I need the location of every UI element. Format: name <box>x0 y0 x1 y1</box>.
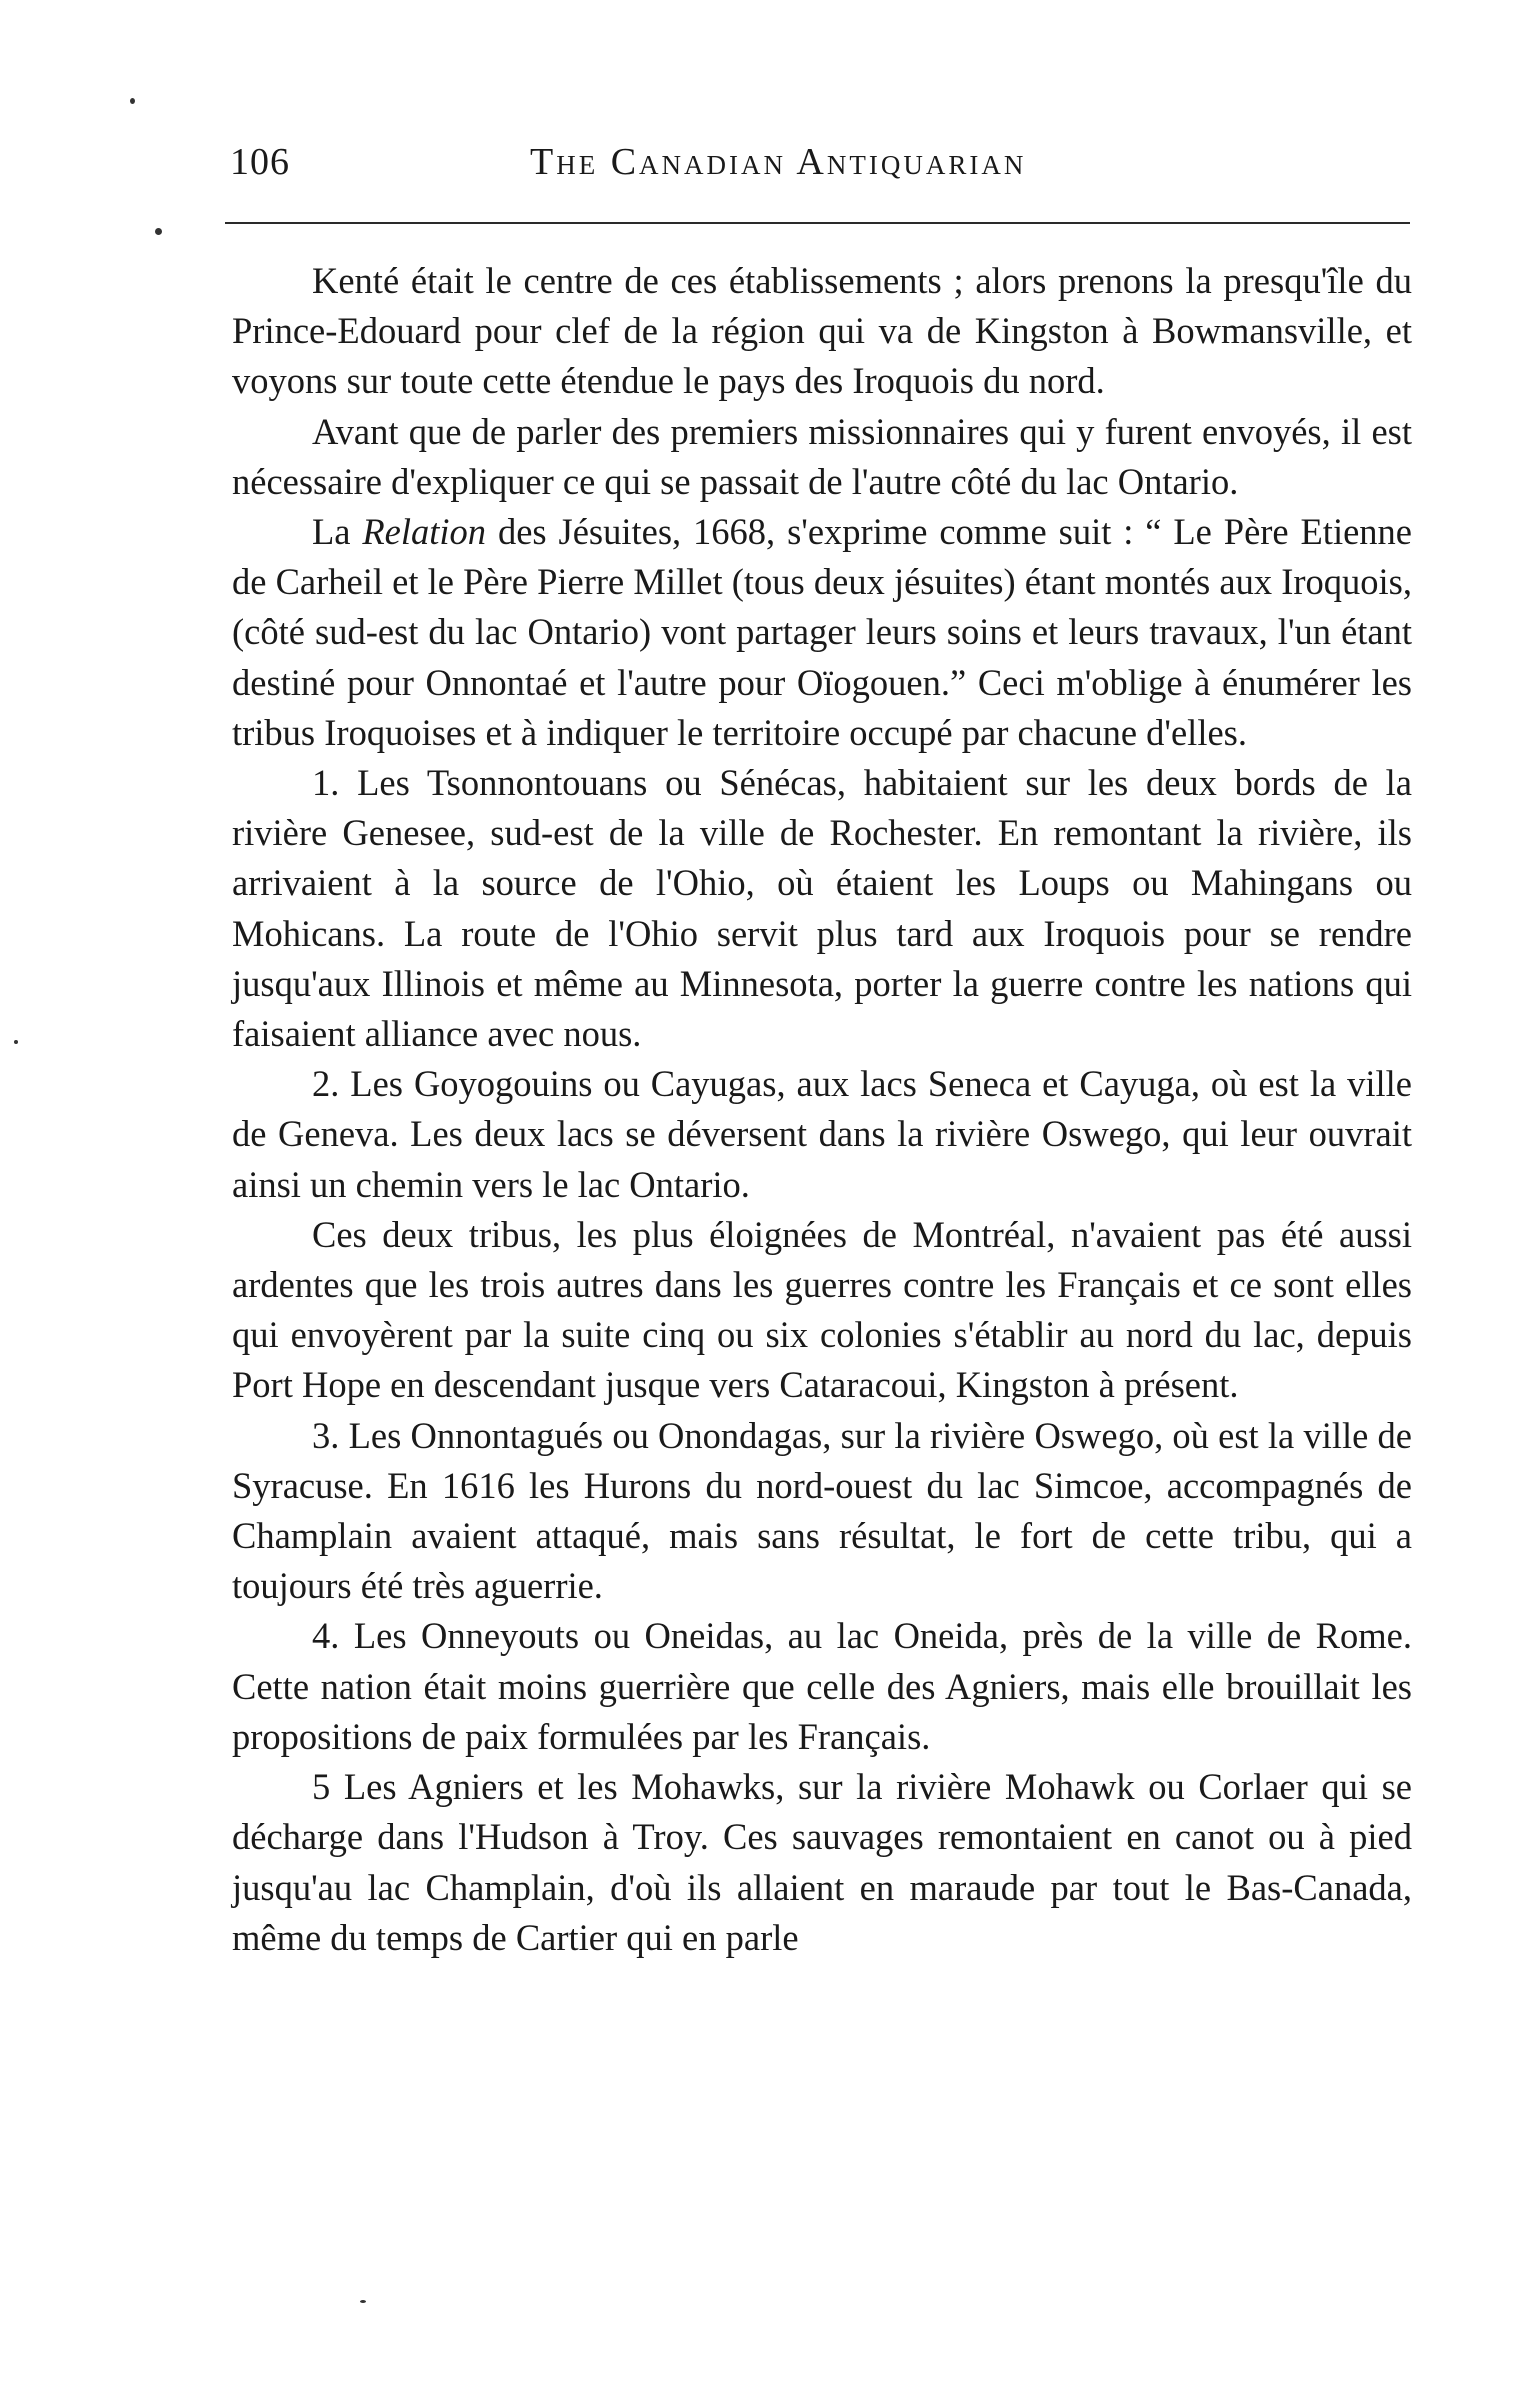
paragraph: 3. Les Onnontagués ou Onondagas, sur la rivière Oswego, où est la ville de Syracuse. En 1616 les Hurons du nord-ouest du lac Simcoe, accompagnés de Champlain avaient attaqué, mais sans résultat, le fort de cette tribu, qui a toujours été très aguerrie. <box>232 1414 1412 1607</box>
running-title: The Canadian Antiquarian <box>530 141 1027 183</box>
page-number: 106 <box>230 141 290 183</box>
paragraph <box>232 507 1412 758</box>
paragraph: 1. Les Tsonnontouans ou Sénécas, habitaient sur les deux bords de la rivière Genesee, sud-est de la ville de Rochester. En remontant la rivière, ils arrivaient à la source de l'Ohio, où étaient les Loups ou Mahingans ou Mohicans. La route de l'Ohio servit plus tard aux Iroquois pour se rendre jusqu'aux Illinois et même au Minnesota, porter la guerre contre les nations qui faisaient alliance avec nous. <box>232 762 1412 1055</box>
body-text <box>232 256 1412 1963</box>
scan-speck <box>360 2300 366 2303</box>
paragraph: 4. Les Onneyouts ou Oneidas, au lac Oneida, près de la ville de Rome. Cette nation était moins guerrière que celle des Agniers, mais elle brouillait les propositions de paix formulées par les Français. <box>232 1615 1412 1757</box>
paragraph-text: des Jésuites, 1668, s'exprime comme suit : “ Le Père Etienne de Carheil et le Père Pierre Millet (tous deux jésuites) étant montés aux Iroquois, (côté sud-est du lac Ontario) vont partager leurs soins et leurs travaux, l'un étant destiné pour Onnontaé et l'autre pour Oïogouen.” Ceci m'oblige à énumérer les tribus Iroquoises et à indiquer le territoire occupé par chacune d'elles. <box>232 511 1412 753</box>
paragraph-text: La <box>312 511 363 553</box>
paragraph: 2. Les Goyogouins ou Cayugas, aux lacs Seneca et Cayuga, où est la ville de Geneva. Les deux lacs se déversent dans la rivière Oswego, qui leur ouvrait ainsi un chemin vers le lac Ontario. <box>232 1063 1412 1205</box>
italic-title: Relation <box>362 511 487 553</box>
scan-speck <box>155 228 162 235</box>
paragraph: Avant que de parler des premiers missionnaires qui y furent envoyés, il est nécessaire d'expliquer ce qui se passait de l'autre côté du lac Ontario. <box>232 410 1412 502</box>
paragraph: Kenté était le centre de ces établissements ; alors prenons la presqu'île du Prince-Edouard pour clef de la région qui va de Kingston à Bowmansville, et voyons sur toute cette étendue le pays des Iroquois du nord. <box>232 260 1412 402</box>
paragraph: 5 Les Agniers et les Mohawks, sur la rivière Mohawk ou Corlaer qui se décharge dans l'Hudson à Troy. Ces sauvages remontaient en canot ou à pied jusqu'au lac Champlain, d'où ils allaient en maraude par tout le Bas-Canada, même du temps de Cartier qui en parle <box>232 1766 1412 1958</box>
paragraph: Ces deux tribus, les plus éloignées de Montréal, n'avaient pas été aussi ardentes que les trois autres dans les guerres contre les Français et ce sont elles qui envoyèrent par la suite cinq ou six colonies s'établir au nord du lac, depuis Port Hope en descendant jusque vers Cataracoui, Kingston à présent. <box>232 1213 1412 1406</box>
page-header <box>230 132 1410 192</box>
scan-speck <box>130 98 135 104</box>
header-rule <box>225 222 1410 224</box>
scan-speck <box>14 1040 18 1044</box>
